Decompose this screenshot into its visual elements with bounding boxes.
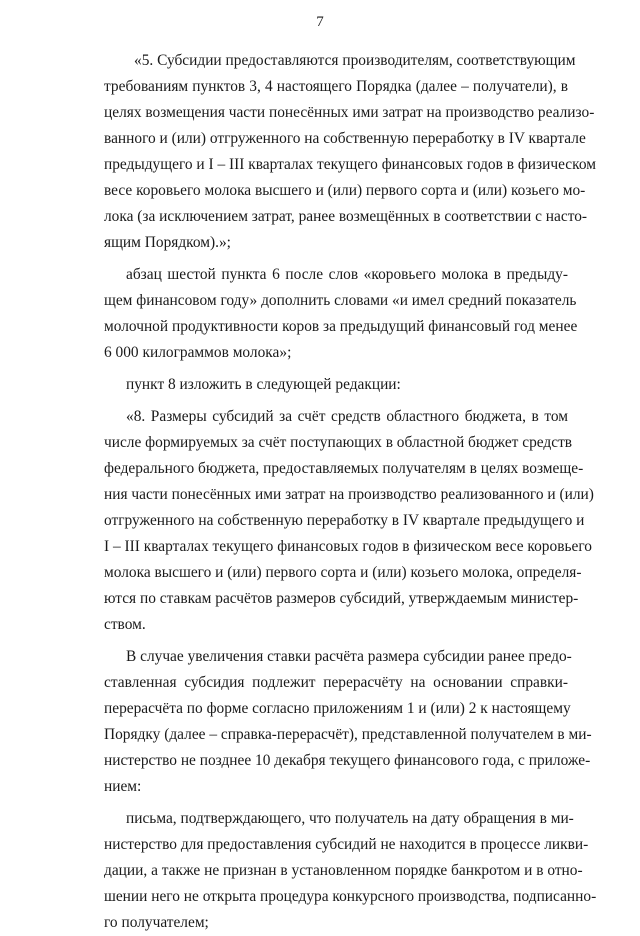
text-line: целях возмещения части понесённых ими затрат на производство реализо- [104, 104, 595, 121]
paragraph [104, 48, 596, 256]
text-line: пункт 8 изложить в следующей редакции: [126, 376, 401, 393]
text-line: ящим Порядком).»; [104, 234, 231, 251]
page-number: 7 [316, 14, 324, 30]
text-line: дации, а также не признан в установленном порядке банкротом и в отно- [104, 862, 583, 879]
paragraph [104, 372, 568, 398]
text-line: «5. Субсидии предоставляются производителям, соответствующим [134, 52, 576, 69]
text-line: предыдущего и I – III кварталах текущего финансовых годов в физическом [104, 156, 596, 173]
text-line: ния части понесённых ими затрат на производство реализованного и (или) [104, 486, 594, 503]
text-line: Порядку (далее – справка-перерасчёт), представленной получателем в ми- [104, 726, 592, 743]
text-line: нием: [104, 778, 142, 795]
paragraph [104, 644, 592, 800]
text-line: ставленная субсидия подлежит перерасчёту на основании справки- [104, 674, 568, 691]
text-line: молока высшего и (или) первого сорта и (или) козьего молока, определя- [104, 564, 582, 581]
text-line: молочной продуктивности коров за предыдущий финансовый год менее [104, 318, 578, 335]
text-line: лока (за исключением затрат, ранее возмещённых в соответствии с насто- [104, 208, 588, 225]
text-line: федерального бюджета, предоставляемых получателям в целях возмеще- [104, 460, 584, 477]
text-line: ством. [104, 616, 146, 633]
paragraph [104, 262, 578, 366]
text-line: В случае увеличения ставки расчёта размера субсидии ранее предо- [126, 648, 572, 665]
text-line: весе коровьего молока высшего и (или) первого сорта и (или) козьего мо- [104, 182, 586, 199]
paragraph [104, 806, 597, 936]
text-line: нистерство для предоставления субсидий не находится в процессе ликви- [104, 836, 589, 853]
text-line: требованиям пунктов 3, 4 настоящего Порядка (далее – получатели), в [104, 78, 568, 95]
text-line: перерасчёта по форме согласно приложениям 1 и (или) 2 к настоящему [104, 700, 571, 717]
text-line: шении него не открыта процедура конкурсного производства, подписанно- [104, 888, 597, 905]
text-line: письма, подтверждающего, что получатель на дату обращения в ми- [126, 810, 574, 827]
text-line: нистерство не позднее 10 декабря текущего финансового года, с приложе- [104, 752, 591, 769]
text-line: ются по ставкам расчётов размеров субсидий, утверждаемым министер- [104, 590, 579, 607]
text-line: I – III кварталах текущего финансовых годов в физическом весе коровьего [104, 538, 592, 555]
text-line: 6 000 килограммов молока»; [104, 344, 292, 361]
text-line: отгруженного на собственную переработку в IV квартале предыдущего и [104, 512, 585, 529]
document-body [104, 48, 597, 936]
text-line: щем финансовом году» дополнить словами «и имел средний показатель [104, 292, 577, 309]
text-line: го получателем; [104, 914, 209, 931]
text-line: «8. Размеры субсидий за счёт средств областного бюджета, в том [126, 408, 568, 425]
text-line: ванного и (или) отгруженного на собственную переработку в IV квартале [104, 130, 586, 147]
text-line: числе формируемых за счёт поступающих в областной бюджет средств [104, 434, 573, 451]
paragraph [104, 404, 594, 638]
text-line: абзац шестой пункта 6 после слов «коровьего молока в предыду- [126, 266, 568, 283]
